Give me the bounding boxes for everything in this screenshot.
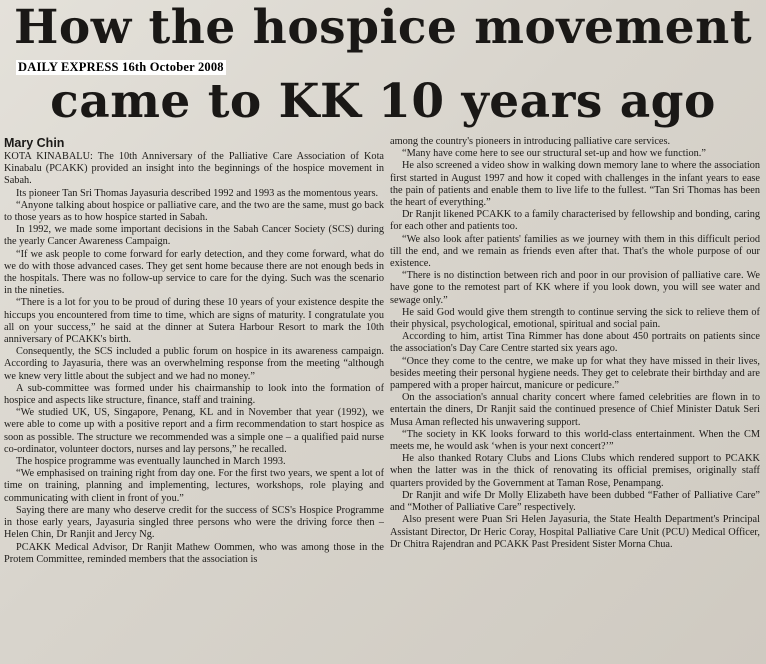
paragraph: “There is a lot for you to be proud of during these 10 years of your existence despite the hiccups you encountered from time to time, which are signs of maturity. I congratulate you all on your success,” he said at the dinner at Sutera Harbour Resort to mark the 10th anniversary of PCAKK's birth. xyxy=(4,297,384,346)
paragraph: “We emphasised on training right from day one. For the first two years, we spent a lot of time on training, planning and implementing, lectures, workshops, role playing and communicating with client in front of you.” xyxy=(4,468,384,504)
paragraph: Saying there are many who deserve credit for the success of SCS's Hospice Programme in those early years, Jayasuria singled three persons who were the driving force then – Helen Chin, Dr Ranjit and Jercy Ng. xyxy=(4,504,384,541)
article-column-left xyxy=(4,136,384,664)
paragraph: He said God would give them strength to continue serving the sick to relieve them of their physical, psychological, emotional, spiritual and social pain. xyxy=(390,306,760,331)
paragraph: “The society in KK looks forward to this world-class entertainment. When the CM meets me, he would ask ‘when is your next concert?’” xyxy=(390,428,760,453)
headline-line-1: How the hospice movement xyxy=(13,0,753,55)
paragraph: According to him, artist Tina Rimmer has done about 450 portraits on patients since the association's Day Care Centre started six years ago. xyxy=(390,331,760,355)
paragraph: “If we ask people to come forward for early detection, and they come forward, what do we do with those advanced cases. They get sent home because there are not enough beds in the hospitals. There was no follow-up service to care for the dying. Such was the scenario in the nineties. xyxy=(4,248,384,297)
paragraph: He also screened a video show in walking down memory lane to where the association first started in August 1997 and how it coped with challenges in the infant years to ease the pain of patients and enable them to live life to the fullest. “Tan Sri Thomas has been the heart of everything.” xyxy=(390,160,760,209)
article-column-right xyxy=(390,136,760,664)
paragraph: “Anyone talking about hospice or palliative care, and the two are the same, must go back to those years as to how hospice started in Sabah. xyxy=(4,199,384,224)
paragraph: In 1992, we made some important decisions in the Sabah Cancer Society (SCS) during the yearly Cancer Awareness Campaign. xyxy=(4,224,384,248)
paragraph: “Once they come to the centre, we make up for what they have missed in their lives, besides meeting their personal hygiene needs. They get to celebrate their birthday and are pampered with a proper haircut, manicure or pedicure.” xyxy=(390,355,760,392)
paragraph: A sub-committee was formed under his chairmanship to look into the formation of hospice and aspects like structure, finance, staff and training. xyxy=(4,382,384,407)
paragraph: among the country's pioneers in introducing palliative care services. xyxy=(390,136,671,147)
paragraph: Consequently, the SCS included a public forum on hospice in its awareness campaign. According to Jayasuria, there was an overwhelming response from the meeting “although we knew very little about the subject and we had no money.” xyxy=(4,346,384,382)
paragraph: “We also look after patients' families as we journey with them in this difficult period till the end, and we remain as friends even after that. That's the whole purpose of our existence. xyxy=(390,233,760,270)
paragraph: Its pioneer Tan Sri Thomas Jayasuria described 1992 and 1993 as the momentous years. xyxy=(16,187,379,199)
headline-line-2: came to KK 10 years ago xyxy=(50,74,716,129)
paragraph: KOTA KINABALU: The 10th Anniversary of the Palliative Care Association of Kota Kinabalu (PCAKK) provided an insight into the beginnings of the hospice movement in Sabah. xyxy=(4,151,384,187)
paragraph: Also present were Puan Sri Helen Jayasuria, the State Health Department's Principal Assistant Director, Dr Heric Coray, Hospital Palliative Care Unit (PCU) Medical Officer, Dr Chitra Rajendran and PCAKK Past President Sister Morna Chua. xyxy=(390,514,760,550)
paragraph: “We studied UK, US, Singapore, Penang, KL and in November that year (1992), we were able to come up with a positive report and a firm recommendation to start hospice as soon as possible. The structure we recommended was a simple one – a qualified paid nurse co-ordinator, volunteer doctors, nurses and lay persons,” he recalled. xyxy=(4,407,384,455)
source-label: DAILY EXPRESS 16th October 2008 xyxy=(18,60,224,74)
paragraph: “Many have come here to see our structural set-up and how we function.” xyxy=(402,148,706,160)
paragraph: The hospice programme was eventually launched in March 1993. xyxy=(16,456,286,468)
paragraph: He also thanked Rotary Clubs and Lions Clubs which rendered support to PCAKK when the latter was in the thick of renovating its official premises, originally staff quarters provided by the Government at Taman Rose, Penampang. xyxy=(390,453,760,489)
paragraph: Dr Ranjit and wife Dr Molly Elizabeth have been dubbed “Father of Palliative Care” and “Mother of Palliative Care” respectively. xyxy=(390,489,760,514)
paragraph: “There is no distinction between rich and poor in our provision of palliative care. We have gone to the remotest part of KK where if you look down, you will see water and sewage only.” xyxy=(390,270,760,306)
byline: Mary Chin xyxy=(4,136,65,150)
paragraph: Dr Ranjit likened PCAKK to a family characterised by fellowship and bonding, caring for each other and patients too. xyxy=(390,209,760,233)
paragraph: PCAKK Medical Advisor, Dr Ranjit Mathew Oommen, who was among those in the Protem Committee, reminded members that the association is xyxy=(4,541,384,565)
paragraph: On the association's annual charity concert where famed celebrities are flown in to entertain the diners, Dr Ranjit said the continued presence of Chief Minister Datuk Seri Musa Aman reflected his unwavering support. xyxy=(390,392,760,428)
